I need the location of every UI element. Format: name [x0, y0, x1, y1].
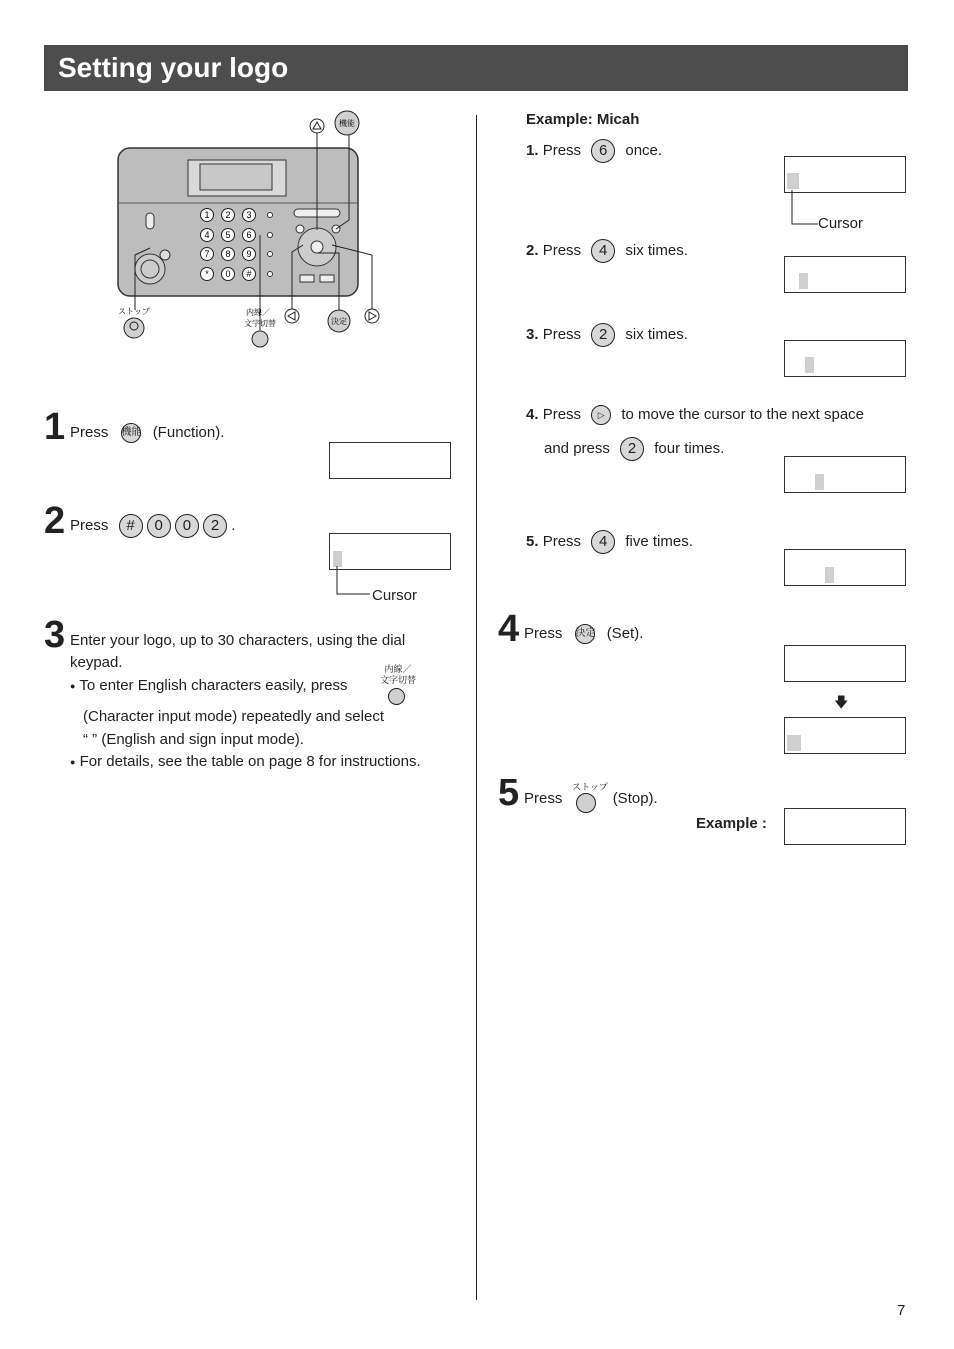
- cursor-leader-line: [334, 566, 374, 598]
- svg-text:5: 5: [225, 230, 231, 240]
- six-key-icon: 6: [591, 139, 615, 163]
- step-3-bullet1-line3: “ ” (English and sign input mode).: [83, 731, 304, 748]
- right-arrow-key-icon: ▷: [591, 405, 611, 425]
- lcd-display-sub1: [784, 156, 906, 193]
- lcd-display-example: [784, 808, 906, 845]
- lcd-cursor: [333, 551, 342, 567]
- svg-text:4: 4: [204, 230, 210, 240]
- cursor-label: Cursor: [372, 587, 418, 604]
- down-arrow-icon: 🡇: [834, 694, 849, 710]
- step-1-number: 1: [44, 406, 66, 448]
- lcd-display-sub5: [784, 549, 906, 586]
- svg-text:1: 1: [204, 210, 210, 220]
- step-4-text: Press 決定 (Set).: [524, 624, 643, 644]
- step-5-number: 5: [498, 772, 520, 814]
- function-key-icon: 機能: [121, 423, 141, 443]
- svg-text:機能: 機能: [339, 119, 355, 128]
- cursor-leader-line: [788, 190, 820, 228]
- lcd-cursor: [805, 357, 814, 373]
- intercom-key-icon: [388, 688, 405, 705]
- step-3-number: 3: [44, 614, 66, 656]
- svg-text:文字切替: 文字切替: [244, 319, 276, 328]
- substep-2: 2. Press 4 six times.: [526, 239, 688, 263]
- svg-text:9: 9: [246, 249, 252, 259]
- step-4-number: 4: [498, 608, 520, 650]
- lcd-cursor: [787, 173, 799, 189]
- lcd-display-sub4: [784, 456, 906, 493]
- step-3-bullet1: ● To enter English characters easily, press: [70, 677, 348, 694]
- substep-1: 1. Press 6 once.: [526, 139, 662, 163]
- svg-text:6: 6: [246, 230, 252, 240]
- title-banner: [44, 45, 908, 91]
- step-3-bullet1-line2: (Character input mode) repeatedly and select: [83, 708, 384, 725]
- lcd-display-sub2: [784, 256, 906, 293]
- example-label: Example :: [696, 815, 767, 832]
- substep-3: 3. Press 2 six times.: [526, 323, 688, 347]
- four-key-icon: 4: [591, 239, 615, 263]
- hash-key-icon: #: [119, 514, 143, 538]
- svg-text:0: 0: [225, 269, 231, 279]
- zero-key-icon: 0: [175, 514, 199, 538]
- svg-text:8: 8: [225, 249, 231, 259]
- svg-text:決定: 決定: [331, 317, 347, 326]
- step-2-text: Press # 0 0 2 .: [70, 514, 235, 538]
- step-1-text: Press 機能 (Function).: [70, 423, 224, 443]
- column-divider: [476, 115, 477, 1300]
- stop-key-label: ストップ: [572, 782, 608, 792]
- step-3-line2: keypad.: [70, 654, 123, 671]
- svg-text:7: 7: [204, 249, 210, 259]
- substep-4: 4. Press ▷ to move the cursor to the next space: [526, 405, 864, 425]
- example-title: Example: Micah: [526, 111, 640, 128]
- lcd-cursor: [815, 474, 824, 490]
- svg-text:#: #: [246, 269, 252, 279]
- svg-text:*: *: [205, 269, 209, 279]
- step-2-number: 2: [44, 500, 66, 542]
- lcd-cursor: [787, 735, 801, 751]
- fax-machine-illustration: [100, 105, 400, 355]
- lcd-display-step4-result: [784, 717, 906, 754]
- lcd-display-step4: [784, 645, 906, 682]
- lcd-display-sub3: [784, 340, 906, 377]
- substep-4-line2: and press 2 four times.: [544, 437, 724, 461]
- four-key-icon: 4: [591, 530, 615, 554]
- page-number: 7: [897, 1302, 906, 1319]
- intercom-key-label: 内線／ 文字切替: [380, 664, 417, 685]
- step-3-line1: Enter your logo, up to 30 characters, using the dial: [70, 632, 406, 649]
- two-key-icon: 2: [203, 514, 227, 538]
- lcd-cursor: [825, 567, 834, 583]
- stop-key-icon: [576, 793, 596, 813]
- lcd-display-step2: [329, 533, 451, 570]
- zero-key-icon: 0: [147, 514, 171, 538]
- svg-text:内線／: 内線／: [246, 308, 270, 317]
- lcd-display-step1: [329, 442, 451, 479]
- page-title: Setting your logo: [58, 52, 289, 83]
- step-5-text: Press (Stop).: [524, 790, 658, 807]
- substep-5: 5. Press 4 five times.: [526, 530, 693, 554]
- set-key-icon: 決定: [575, 624, 595, 644]
- two-key-icon: 2: [620, 437, 644, 461]
- lcd-cursor: [799, 273, 808, 289]
- step-3-bullet2: ● For details, see the table on page 8 for instructions.: [70, 753, 421, 770]
- two-key-icon: 2: [591, 323, 615, 347]
- svg-text:3: 3: [246, 210, 252, 220]
- cursor-label-right: Cursor: [818, 215, 864, 232]
- svg-text:ストップ: ストップ: [118, 307, 150, 316]
- svg-text:2: 2: [225, 210, 231, 220]
